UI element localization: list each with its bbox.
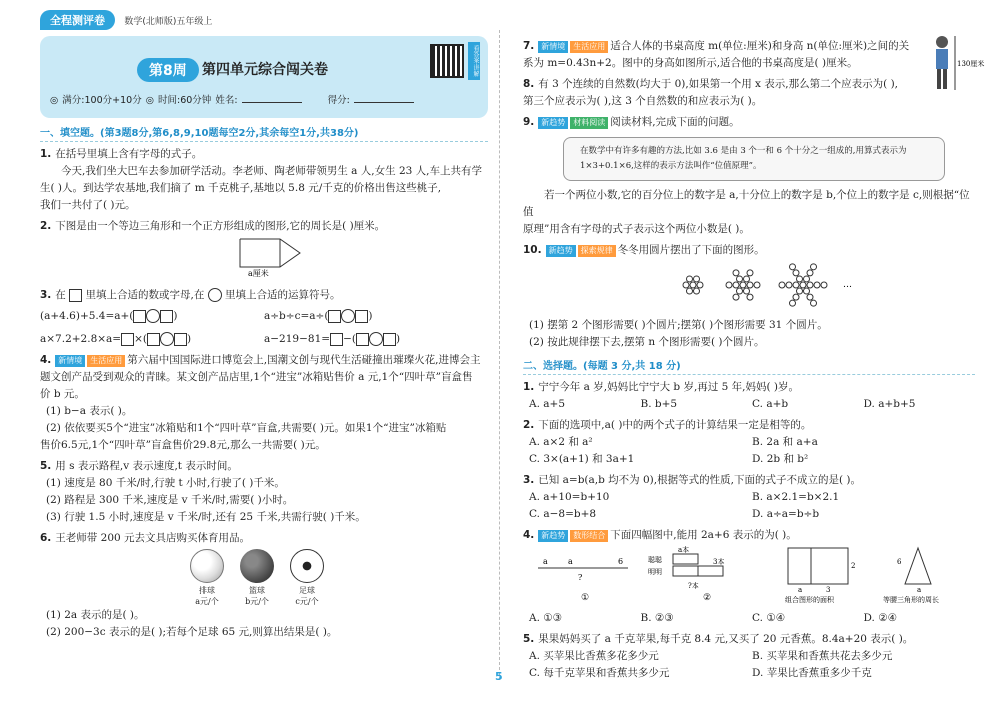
option-c[interactable]: C. a+b — [752, 398, 789, 410]
circle-piece — [786, 282, 792, 288]
week-label: 第8周 — [137, 58, 199, 82]
option-b[interactable]: B. ②③ — [640, 612, 674, 624]
option-d[interactable]: D. ②④ — [863, 612, 898, 624]
q-text: 下面的选项中,a( )中的两个式子的计算结果一定是相等的。 — [538, 419, 812, 431]
blank-box[interactable] — [356, 333, 369, 346]
q-text: 阅读材料,完成下面的问题。 — [610, 116, 740, 128]
q-text: 适合人体的书桌高度 m(单位:厘米)和身高 n(单位:厘米)之间的关 — [610, 40, 910, 52]
circle-piece — [807, 294, 813, 300]
circle-piece — [733, 270, 739, 276]
sub-question: 售价6.5元,1个“四叶草”盲盒售价29.8元,那么一共需要( )元。 — [40, 439, 326, 451]
q-number: 2. — [523, 419, 535, 431]
blank-circle[interactable] — [146, 309, 160, 323]
page-divider — [499, 30, 500, 680]
circle-pattern-figure — [673, 259, 873, 311]
page-number: 5 — [495, 670, 503, 683]
expr-d: a−219−81= — [264, 333, 331, 345]
expr-b: a÷b÷c=a÷( — [264, 310, 329, 322]
blank-box[interactable] — [330, 333, 343, 346]
circle-piece — [804, 288, 810, 294]
circle-piece — [744, 276, 750, 282]
q-number: 8. — [523, 78, 535, 90]
svg-text:a本: a本 — [678, 546, 690, 554]
circle-piece — [744, 288, 750, 294]
option-a[interactable]: A. a×2 和 a² — [529, 436, 593, 448]
svg-text:3: 3 — [826, 586, 831, 594]
choice-4 — [523, 527, 975, 627]
badge-new-trend: 新趋势 — [538, 117, 568, 129]
q-number: 2. — [40, 220, 52, 232]
q-number: 4. — [40, 354, 52, 366]
question-5 — [40, 458, 488, 526]
q-text: 第三个应表示为( ),这 3 个自然数的和应表示为( )。 — [523, 95, 763, 107]
blank-box[interactable] — [355, 310, 368, 323]
right-page — [505, 0, 1000, 706]
circle-piece — [697, 282, 703, 288]
blank-box[interactable] — [383, 333, 396, 346]
circle-piece — [687, 276, 693, 282]
q-number: 10. — [523, 244, 542, 256]
blank-circle[interactable] — [160, 332, 174, 346]
circle-piece — [733, 294, 739, 300]
q-number: 1. — [40, 148, 52, 160]
q-text: 原理”用含有字母的式子表示这个两位小数是( )。 — [523, 223, 750, 235]
q-number: 7. — [523, 40, 535, 52]
q-text: 冬冬用圆片摆出了下面的图形。 — [617, 244, 765, 256]
option-c[interactable]: C. 3×(a+1) 和 3a+1 — [529, 453, 635, 465]
svg-text:②: ② — [703, 593, 712, 603]
q-number: 1. — [523, 381, 535, 393]
circle-piece — [804, 276, 810, 282]
option-a[interactable]: A. a+5 — [529, 398, 565, 410]
sub-question: (1) 2a 表示的是( )。 — [46, 609, 145, 621]
option-d[interactable]: D. 2b 和 b² — [752, 453, 809, 465]
option-b[interactable]: B. 2a 和 a+a — [752, 436, 818, 448]
circle-piece — [811, 300, 817, 306]
q-text: 王老师带 200 元去文具店购买体育用品。 — [55, 532, 251, 544]
basketball-icon — [240, 549, 274, 583]
svg-text:?: ? — [578, 573, 583, 582]
sub-question: (2) 依依要买5个“进宝”冰箱贴和1个“四叶草”盲盒,共需要( )元。如果1个“进宝”冰箱贴 — [46, 422, 447, 434]
svg-text:3本: 3本 — [713, 558, 725, 566]
circle-piece — [694, 288, 700, 294]
blank-box[interactable] — [147, 333, 160, 346]
question-9 — [523, 114, 975, 238]
q-text: 第六届中国国际进口博览会上,国潮文创与现代生活碰撞出璀璨火花,进博会主 — [127, 354, 481, 366]
question-7 — [523, 38, 985, 72]
sub-question: (1) 摆第 2 个图形需要( )个圆片;摆第( )个图形需要 31 个圆片。 — [529, 319, 828, 331]
svg-text:a: a — [798, 586, 803, 594]
circle-piece — [793, 282, 799, 288]
circle-piece — [754, 282, 760, 288]
svg-text:a: a — [543, 557, 548, 566]
subject-label: 数学(北师版)五年级上 — [124, 17, 213, 27]
svg-text:6: 6 — [897, 558, 902, 566]
svg-text:6: 6 — [618, 557, 624, 566]
option-a[interactable]: A. a+10=b+10 — [529, 491, 610, 503]
q-text: 用 s 表示路程,v 表示速度,t 表示时间。 — [55, 460, 238, 472]
svg-text:a: a — [917, 586, 922, 594]
option-b[interactable]: B. a×2.1=b×2.1 — [752, 491, 840, 503]
option-c[interactable]: C. a−8=b+8 — [529, 508, 597, 520]
circle-piece — [737, 276, 743, 282]
circle-piece — [807, 282, 813, 288]
blank-box[interactable] — [133, 310, 146, 323]
circle-piece — [811, 264, 817, 270]
badge-life-apply: 生活应用 — [570, 41, 608, 53]
q-text: 系为 m=0.43n+2。图中的身高如图所示,适合他的书桌高度是( )厘米。 — [523, 57, 858, 69]
circle-piece — [821, 282, 827, 288]
svg-text:2: 2 — [851, 562, 856, 570]
score-field[interactable] — [354, 102, 414, 103]
question-8 — [523, 76, 975, 110]
circle-piece — [726, 282, 732, 288]
circle-piece — [790, 264, 796, 270]
q-text: 已知 a=b(a,b 均不为 0),根据等式的性质,下面的式子不成立的是( )。 — [538, 474, 861, 486]
height-label: 130厘米 — [957, 60, 985, 68]
svg-text:组合图形的面积: 组合图形的面积 — [785, 596, 834, 604]
circle-piece — [747, 270, 753, 276]
item-price: a元/个 — [195, 597, 219, 606]
badge-new-context: 新情境 — [55, 355, 85, 367]
option-d[interactable]: D. 苹果比香蕉重多少千克 — [752, 667, 872, 679]
circle-piece — [747, 294, 753, 300]
option-a[interactable]: A. 买苹果比香蕉多花多少元 — [529, 650, 659, 662]
q-text: 果果妈妈买了 a 千克苹果,每千克 8.4 元,又买了 20 元香蕉。8.4a+20 表示( )。 — [538, 633, 914, 645]
basketball-item — [240, 549, 274, 607]
choice-3 — [523, 472, 975, 523]
option-d[interactable]: D. a+b+5 — [863, 398, 916, 410]
question-4 — [40, 352, 488, 454]
circle-piece — [687, 288, 693, 294]
exam-tag: 全程测评卷 — [40, 10, 115, 30]
circle-piece — [800, 282, 806, 288]
circle-piece — [779, 282, 785, 288]
exam-info — [50, 92, 418, 106]
choice-2 — [523, 417, 975, 468]
badge-new-trend: 新趋势 — [546, 245, 576, 257]
section-choice: 二、选择题。(每题 3 分,共 18 分) — [523, 357, 975, 375]
question-3: 3. 在 里填上合适的数或字母,在 里填上合适的运算符号。 (a+4.6)+5.4=a+( ) a÷b÷c=a÷( ) a×7.2+2.8×a= ×( ) a−219−81= −( ) — [40, 289, 401, 345]
svg-text:聪聪: 聪聪 — [648, 556, 662, 564]
score-label: 得分: — [327, 95, 350, 106]
volleyball-icon — [190, 549, 224, 583]
qr-code-icon[interactable] — [430, 44, 464, 78]
q-number: 3. — [523, 474, 535, 486]
unit-title: 第四单元综合闯关卷 — [202, 62, 328, 78]
circle-piece — [747, 282, 753, 288]
item-name: 足球 — [299, 586, 315, 595]
circle-piece — [690, 282, 696, 288]
sub-question: (2) 200−3c 表示的是( );若每个足球 65 元,则算出结果是( )。 — [46, 626, 338, 638]
option-c[interactable]: C. ①④ — [752, 612, 786, 624]
expr-a: (a+4.6)+5.4=a+( — [40, 310, 134, 322]
badge-life-apply: 生活应用 — [87, 355, 125, 367]
circle-piece — [740, 282, 746, 288]
q-number: 5. — [523, 633, 535, 645]
title-banner — [40, 36, 488, 118]
q-text: 若一个两位小数,它的百分位上的数字是 a,十分位上的数字是 b,个位上的数字是 c,则根据“位值 — [523, 189, 970, 218]
option-b[interactable]: B. 买苹果和香蕉共花去多少元 — [752, 650, 893, 662]
option-d[interactable]: D. a÷a=b÷b — [752, 508, 820, 520]
circle-piece — [814, 282, 820, 288]
q-paragraph: 生( )人。到达学农基地,我们摘了 m 千克桃子,基地以 5.8 元/千克的价格出售这些桃子, — [40, 182, 442, 194]
q-number: 6. — [40, 532, 52, 544]
q-paragraph: 今天,我们坐大巴车去参加研学活动。李老师、陶老师带领男生 a 人,女生 23 人,车上共有学 — [61, 165, 482, 177]
left-page — [0, 0, 498, 706]
question-1 — [40, 146, 488, 214]
q-text: 下图是由一个等边三角形和一个正方形组成的图形,它的周长是( )厘米。 — [55, 220, 386, 232]
item-price: c元/个 — [295, 597, 319, 606]
blank-box[interactable] — [328, 310, 341, 323]
svg-text:…: … — [843, 280, 852, 290]
q-text: 宁宁今年 a 岁,妈妈比宁宁大 b 岁,再过 5 年,妈妈( )岁。 — [538, 381, 800, 393]
circle-piece — [807, 270, 813, 276]
badge-new-trend: 新趋势 — [538, 530, 568, 542]
boy-height-figure — [927, 32, 985, 96]
choice-5 — [523, 631, 975, 682]
exam-info-text: ◎ 满分:100分+10分 ◎ 时间:60分钟 姓名: — [50, 95, 238, 106]
badge-pattern: 探索规律 — [578, 245, 616, 257]
sub-question: (1) b−a 表示( )。 — [46, 405, 133, 417]
q-number: 3. — [40, 289, 52, 301]
blank-circle[interactable] — [369, 332, 383, 346]
pentagon-figure — [220, 235, 340, 277]
q-text: 下面四幅图中,能用 2a+6 表示的为( )。 — [610, 529, 797, 541]
badge-number-shape: 数形结合 — [570, 530, 608, 542]
volleyball-item — [190, 549, 224, 607]
q-text: 题文创产品受到观众的青睐。某文创产品店里,1个“进宝”冰箱贴售价 a 元,1个“四叶草”盲盒售 — [40, 371, 473, 383]
q-text: 在括号里填上含有字母的式子。 — [55, 148, 203, 160]
material-note: 在数学中有许多有趣的方法,比如 3.6 是由 3 个一和 6 个十分之一组成的,用算式表示为 1×3+0.1×6,这样的表示方法叫作“位值原理”。 — [563, 137, 945, 181]
q-text: 价 b 元。 — [40, 388, 85, 400]
ball-images — [40, 549, 488, 607]
circle-piece — [793, 294, 799, 300]
circle-piece — [797, 276, 803, 282]
sub-question: (1) 速度是 80 千米/时,行驶 t 小时,行驶了( )千米。 — [46, 477, 285, 489]
expr-c: a×7.2+2.8×a= — [40, 333, 122, 345]
badge-reading: 材料阅读 — [570, 117, 608, 129]
figure-label: a厘米 — [248, 269, 269, 277]
football-item — [290, 549, 324, 607]
blank-box[interactable] — [121, 333, 134, 346]
item-price: b元/个 — [245, 597, 269, 606]
q-text: 有 3 个连续的自然数(均大于 0),如果第一个用 x 表示,那么第二个应表示为( ), — [538, 78, 899, 90]
q-number: 4. — [523, 529, 535, 541]
item-name: 排球 — [199, 586, 215, 595]
q-paragraph: 我们一共付了( )元。 — [40, 199, 136, 211]
circle-piece — [694, 276, 700, 282]
blank-circle[interactable] — [341, 309, 355, 323]
svg-text:a: a — [568, 557, 573, 566]
qr-tag: 看答案·讲解 — [468, 42, 480, 80]
football-icon — [290, 549, 324, 583]
sub-question: (2) 按此规律摆下去,摆第 n 个图形需要( )个圆片。 — [529, 336, 765, 348]
circle-piece — [790, 300, 796, 306]
circle-piece — [797, 288, 803, 294]
blank-box[interactable] — [174, 333, 187, 346]
badge-new-context: 新情境 — [538, 41, 568, 53]
blank-box[interactable] — [160, 310, 173, 323]
section-fill-blank: 一、填空题。(第3题8分,第6,8,9,10题每空2分,其余每空1分,共38分) — [40, 124, 488, 142]
question-6 — [40, 530, 488, 641]
question-2 — [40, 218, 488, 283]
item-name: 篮球 — [249, 586, 265, 595]
question-10 — [523, 242, 975, 351]
option-a[interactable]: A. ①③ — [529, 612, 563, 624]
q-number: 5. — [40, 460, 52, 472]
svg-text:①: ① — [581, 593, 590, 603]
q-number: 9. — [523, 116, 535, 128]
option-b[interactable]: B. b+5 — [640, 398, 678, 410]
svg-text:?本: ?本 — [688, 582, 699, 590]
name-field[interactable] — [242, 102, 302, 103]
circle-piece — [737, 288, 743, 294]
circle-piece — [683, 282, 689, 288]
blank-circle[interactable] — [208, 288, 222, 302]
q-text: 里填上合适的数或字母,在 — [85, 289, 205, 301]
choice-4-figures — [523, 544, 963, 604]
q-text: 里填上合适的运算符号。 — [225, 289, 341, 301]
blank-box[interactable] — [69, 289, 82, 302]
svg-text:等腰三角形的周长: 等腰三角形的周长 — [883, 596, 939, 604]
sub-question: (2) 路程是 300 千米,速度是 v 千米/时,需要( )小时。 — [46, 494, 294, 506]
q-text: 在 — [55, 289, 66, 301]
choice-1 — [523, 379, 975, 413]
circle-piece — [733, 282, 739, 288]
sub-question: (3) 行驶 1.5 小时,速度是 v 千米/时,还有 25 千米,共需行驶( )千米。 — [46, 511, 366, 523]
option-c[interactable]: C. 每千克苹果和香蕉共多少元 — [529, 667, 670, 679]
svg-text:明明: 明明 — [648, 568, 662, 576]
circle-piece — [793, 270, 799, 276]
